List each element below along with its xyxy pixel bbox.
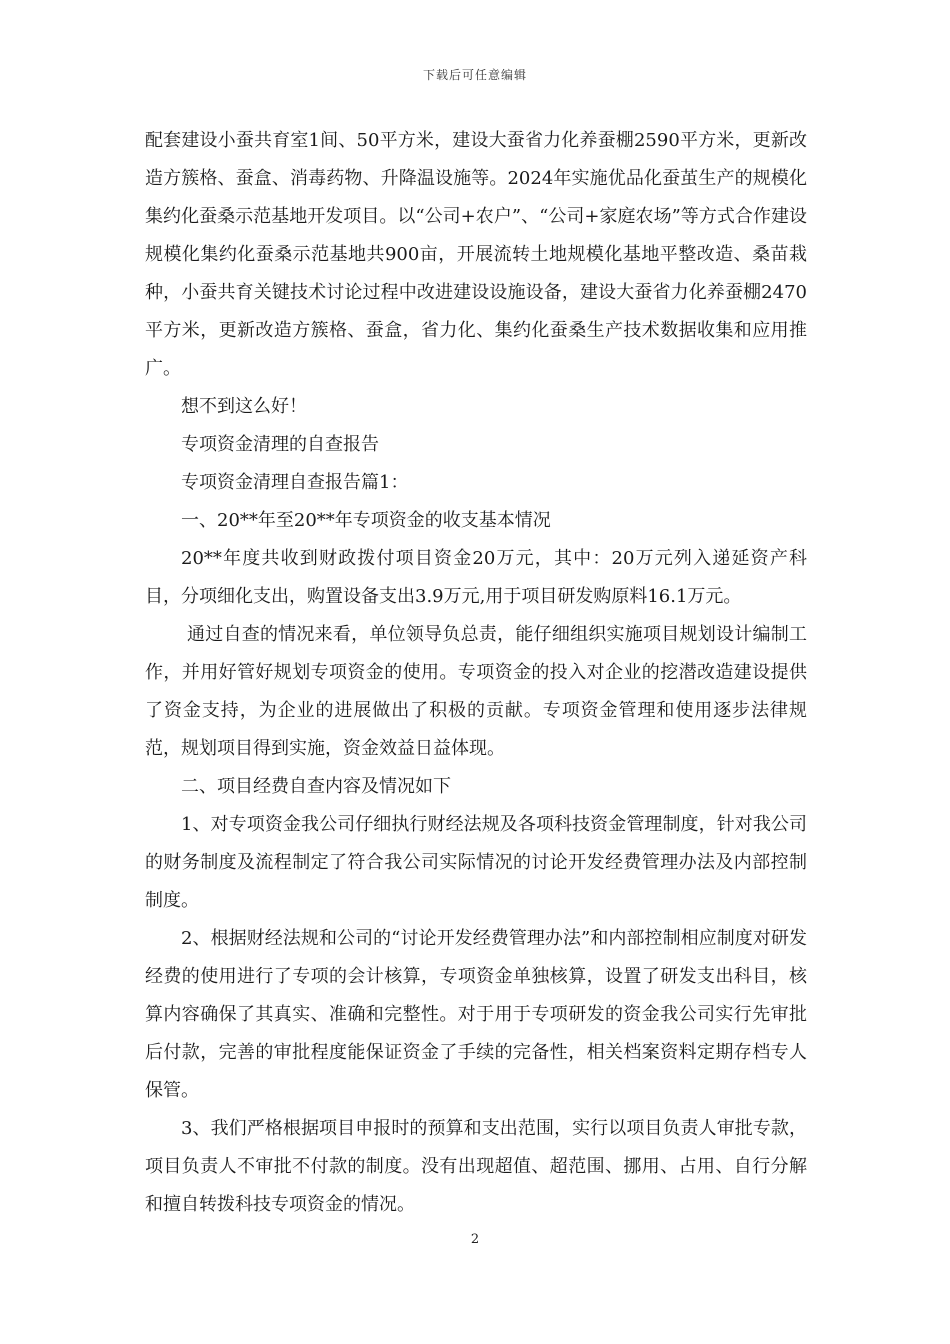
list-item-1: 1、对专项资金我公司仔细执行财经法规及各项科技资金管理制度，针对我公司的财务制度及流程制定了符合我公司实际情况的讨论开发经费管理办法及内部控制制度。 (145, 814, 807, 911)
document-body (145, 122, 807, 1224)
paragraph-continuation: 配套建设小蚕共育室1间、50平方米，建设大蚕省力化养蚕棚2590平方米，更新改造方簇格、蚕盒、消毒药物、升降温设施等。2024年实施优品化蚕茧生产的规模化集约化蚕桑示范基地开发项目。以“公司+农户”、“公司+家庭农场”等方式合作建设规模化集约化蚕桑示范基地共900亩，开展流转土地规模化基地平整改造、桑苗栽种，小蚕共育关键技术讨论过程中改进建设设施设备，建设大蚕省力化养蚕棚2470平方米，更新改造方簇格、蚕盒，省力化、集约化蚕桑生产技术数据收集和应用推广。 (145, 130, 807, 379)
document-title: 专项资金清理的自查报告 (181, 434, 379, 455)
page-header: 下载后可任意编辑 (422, 68, 527, 82)
section-heading-2: 二、项目经费自查内容及情况如下 (181, 776, 451, 797)
list-item-3: 3、我们严格根据项目申报时的预算和支出范围，实行以项目负责人审批专款，项目负责人不审批不付款的制度。没有出现超值、超范围、挪用、占用、自行分解和擅自转拨科技专项资金的情况。 (145, 1118, 807, 1215)
page-number: 2 (470, 1232, 480, 1247)
list-item-2: 2、根据财经法规和公司的“讨论开发经费管理办法”和内部控制相应制度对研发经费的使用进行了专项的会计核算，专项资金单独核算，设置了研发支出科目，核算内容确保了其真实、准确和完整性。对于用于专项研发的资金我公司实行先审批后付款，完善的审批程度能保证资金了手续的完备性，相关档案资料定期存档专人保管。 (145, 928, 807, 1101)
paragraph-self-check: 通过自查的情况来看，单位领导负总责，能仔细组织实施项目规划设计编制工作，并用好管好规划专项资金的使用。专项资金的投入对企业的挖潜改造建设提供了资金支持，为企业的进展做出了积极的贡献。专项资金管理和使用逐步法律规范，规划项目得到实施，资金效益日益体现。 (145, 624, 807, 759)
paragraph-funding: 20**年度共收到财政拨付项目资金20万元，其中：20万元列入递延资产科目，分项细化支出，购置设备支出3.9万元,用于项目研发购原料16.1万元。 (145, 548, 807, 607)
section-heading-1: 一、20**年至20**年专项资金的收支基本情况 (181, 510, 551, 531)
report-subtitle: 专项资金清理自查报告篇1： (181, 472, 409, 493)
paragraph-remark: 想不到这么好！ (181, 396, 307, 417)
